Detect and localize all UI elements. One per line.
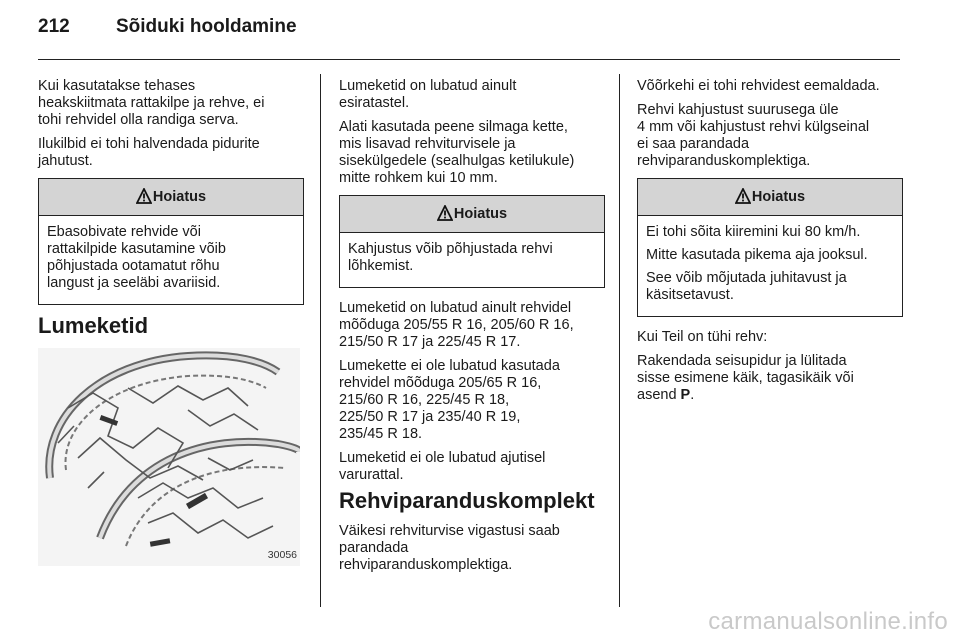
warning-title: Hoiatus	[453, 206, 508, 222]
warning-body	[39, 216, 303, 304]
figure-number: 30056	[267, 549, 297, 561]
paragraph: Kui kasutatakse tehases heakskiitmata rattakilpe ja rehve, ei tohi rehvidel olla randiga serva.	[38, 78, 265, 128]
watermark: carmanualsonline.info	[708, 608, 948, 635]
paragraph: Kui Teil on tühi rehv:	[637, 329, 768, 345]
warning-triangle-icon	[136, 182, 152, 218]
paragraph: Väikesi rehviturvise vigastusi saab parandada rehviparanduskomplektiga.	[339, 523, 560, 573]
snow-chain-illustration	[38, 348, 300, 566]
warning-text: Ei tohi sõita kiiremini kui 80 km/h.	[646, 224, 861, 240]
warning-text: Mitte kasutada pikema aja jooksul.	[646, 247, 868, 263]
warning-triangle-icon	[437, 199, 453, 235]
warning-body	[638, 216, 902, 316]
column-divider-2	[619, 74, 620, 607]
section-heading: Lumeketid	[38, 313, 149, 338]
warning-box	[339, 195, 605, 288]
warning-body	[340, 233, 604, 287]
warning-title: Hoiatus	[751, 189, 806, 205]
paragraph: Lumeketid on lubatud ainult esiratastel.	[339, 78, 517, 111]
warning-text: See võib mõjutada juhitavust ja käsitsetavust.	[646, 270, 847, 303]
page-header	[38, 16, 297, 38]
warning-box	[38, 178, 304, 305]
paragraph: Alati kasutada peene silmaga kette, mis lisavad rehviturvisele ja sisekülgedele (sealhulgas ketilukule) mitte rohkem kui 10 mm.	[339, 119, 575, 186]
paragraph	[637, 353, 903, 404]
gear-position-p: P	[680, 387, 691, 403]
warning-box	[637, 178, 903, 317]
snow-chain-figure	[38, 348, 300, 566]
column-1	[38, 78, 304, 566]
section-heading: Rehviparanduskomplekt	[339, 488, 595, 513]
header-rule	[38, 59, 900, 60]
paragraph-end: .	[690, 387, 695, 403]
warning-header	[340, 196, 604, 233]
column-divider-1	[320, 74, 321, 607]
warning-header	[39, 179, 303, 216]
paragraph: Lumeketid on lubatud ainult rehvidel mõõduga 205/55 R 16, 205/60 R 16, 215/50 R 17 ja 225/45 R 17.	[339, 300, 574, 350]
warning-header	[638, 179, 902, 216]
warning-triangle-icon	[735, 182, 751, 218]
paragraph: Võõrkehi ei tohi rehvidest eemaldada.	[637, 78, 880, 94]
column-2	[339, 78, 605, 581]
paragraph: Rehvi kahjustust suurusega üle 4 mm või kahjustust rehvi külgseinal ei saa parandada rehviparanduskomplektiga.	[637, 102, 870, 169]
warning-title: Hoiatus	[152, 189, 207, 205]
warning-text: Ebasobivate rehvide või rattakilpide kasutamine võib põhjustada ootamatut rõhu langust ja seeläbi avariisid.	[47, 224, 226, 291]
paragraph: Lumeketid ei ole lubatud ajutisel varurattal.	[339, 450, 546, 483]
paragraph-text: Rakendada seisupidur ja lülitada sisse esimene käik, tagasikäik või asend	[637, 353, 854, 403]
paragraph: Ilukilbid ei tohi halvendada pidurite jahutust.	[38, 136, 260, 169]
page-number: 212	[38, 16, 70, 37]
column-3	[637, 78, 903, 411]
page-title: Sõiduki hooldamine	[116, 16, 297, 37]
warning-text: Kahjustus võib põhjustada rehvi lõhkemist.	[348, 241, 553, 274]
paragraph: Lumekette ei ole lubatud kasutada rehvidel mõõduga 205/65 R 16, 215/60 R 16, 225/45 R 18, 225/50 R 17 ja 235/40 R 19, 235/45 R 18.	[339, 358, 560, 442]
